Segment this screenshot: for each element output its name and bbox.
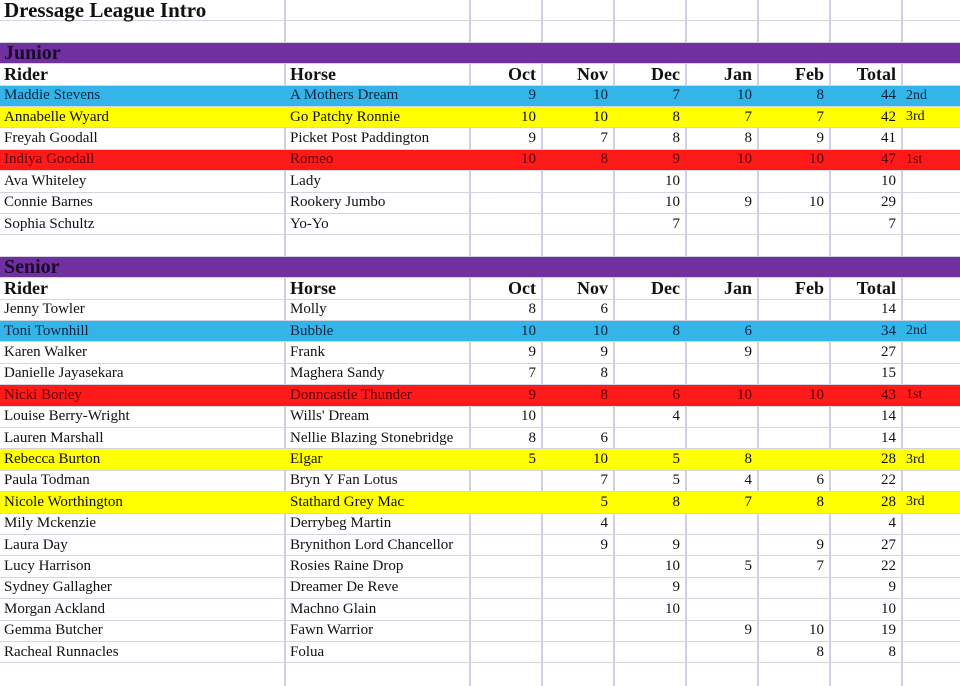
cell-oct[interactable] bbox=[471, 514, 541, 534]
column-header-rider: Rider bbox=[4, 64, 48, 85]
cell-jan[interactable]: 9 bbox=[744, 622, 752, 639]
cell-horse[interactable]: Yo-Yo bbox=[290, 215, 329, 232]
cell-nov[interactable] bbox=[543, 621, 613, 641]
column-header-horse: Horse bbox=[290, 278, 336, 299]
cell-jan[interactable]: 6 bbox=[744, 322, 752, 339]
cell-oct[interactable]: 9 bbox=[528, 344, 536, 361]
cell-dec[interactable]: 9 bbox=[672, 536, 680, 553]
cell-dec[interactable]: 9 bbox=[672, 151, 680, 168]
section-header-senior bbox=[0, 257, 960, 278]
cell-oct[interactable] bbox=[471, 492, 541, 512]
cell-feb[interactable]: 6 bbox=[816, 472, 824, 489]
cell-oct[interactable] bbox=[471, 535, 541, 555]
cell-rank[interactable]: 1st bbox=[906, 151, 923, 167]
cell-oct[interactable] bbox=[471, 214, 541, 234]
cell-oct[interactable]: 10 bbox=[521, 151, 536, 168]
cell-nov[interactable] bbox=[543, 578, 613, 598]
cell-nov[interactable]: 10 bbox=[593, 108, 608, 125]
cell-rank[interactable] bbox=[903, 128, 960, 148]
cell-horse[interactable]: Machno Glain bbox=[290, 600, 377, 617]
cell-rider[interactable]: Annabelle Wyard bbox=[4, 108, 110, 125]
cell-rank[interactable] bbox=[903, 471, 960, 491]
cell-rank[interactable] bbox=[903, 599, 960, 619]
cell-rider[interactable]: Gemma Butcher bbox=[4, 622, 103, 639]
cell-nov[interactable]: 10 bbox=[593, 87, 608, 104]
cell-horse[interactable]: Bubble bbox=[290, 322, 334, 339]
column-header-dec: Dec bbox=[651, 64, 680, 85]
cell-nov[interactable]: 6 bbox=[600, 301, 608, 318]
cell-total[interactable]: 7 bbox=[888, 215, 896, 232]
cell-horse[interactable]: Picket Post Paddington bbox=[290, 130, 430, 147]
cell-total[interactable]: 9 bbox=[888, 579, 896, 596]
cell-total[interactable]: 27 bbox=[881, 536, 896, 553]
cell-nov[interactable]: 4 bbox=[600, 515, 608, 532]
cell-jan[interactable] bbox=[687, 428, 757, 448]
cell-dec[interactable]: 7 bbox=[672, 215, 680, 232]
section-title: Senior bbox=[4, 256, 60, 278]
cell-jan[interactable]: 10 bbox=[737, 87, 752, 104]
cell-jan[interactable]: 10 bbox=[737, 386, 752, 403]
cell-rank[interactable] bbox=[903, 578, 960, 598]
cell-nov[interactable]: 8 bbox=[600, 151, 608, 168]
column-header-nov: Nov bbox=[577, 278, 608, 299]
cell-nov[interactable]: 7 bbox=[600, 130, 608, 147]
cell-oct[interactable] bbox=[471, 556, 541, 576]
cell-jan[interactable] bbox=[687, 599, 757, 619]
cell-horse[interactable]: Bryn Y Fan Lotus bbox=[290, 472, 398, 489]
cell-feb[interactable] bbox=[759, 300, 829, 320]
cell-total[interactable]: 43 bbox=[881, 386, 896, 403]
cell-feb[interactable] bbox=[759, 514, 829, 534]
table-row bbox=[0, 300, 960, 321]
cell-dec[interactable]: 8 bbox=[672, 108, 680, 125]
cell-nov[interactable] bbox=[543, 556, 613, 576]
cell-horse[interactable]: A Mothers Dream bbox=[290, 87, 399, 104]
cell-rank[interactable] bbox=[903, 642, 960, 662]
cell-horse[interactable]: Derrybeg Martin bbox=[290, 515, 392, 532]
cell-feb[interactable] bbox=[759, 321, 829, 341]
cell-nov[interactable]: 10 bbox=[593, 451, 608, 468]
cell-total[interactable]: 14 bbox=[881, 429, 896, 446]
cell-nov[interactable]: 8 bbox=[600, 386, 608, 403]
cell-feb[interactable]: 7 bbox=[816, 558, 824, 575]
cell-oct[interactable]: 10 bbox=[521, 108, 536, 125]
cell-horse[interactable]: Rosies Raine Drop bbox=[290, 558, 404, 575]
cell-rider[interactable]: Indiya Goodall bbox=[4, 151, 95, 168]
table-row bbox=[0, 578, 960, 599]
column-header-feb: Feb bbox=[795, 64, 824, 85]
table-row bbox=[0, 621, 960, 642]
cell-nov[interactable]: 9 bbox=[600, 536, 608, 553]
cell-dec[interactable]: 10 bbox=[665, 558, 680, 575]
cell-total[interactable]: 10 bbox=[881, 172, 896, 189]
table-row bbox=[0, 492, 960, 513]
cell-oct[interactable]: 10 bbox=[521, 408, 536, 425]
cell-oct[interactable] bbox=[471, 171, 541, 191]
cell-rider[interactable]: Karen Walker bbox=[4, 344, 88, 361]
cell-total[interactable]: 14 bbox=[881, 301, 896, 318]
cell-total[interactable]: 10 bbox=[881, 600, 896, 617]
cell-horse[interactable]: Nellie Blazing Stonebridge bbox=[290, 429, 454, 446]
column-header-oct: Oct bbox=[508, 278, 536, 299]
cell-total[interactable]: 15 bbox=[881, 365, 896, 382]
cell-feb[interactable]: 10 bbox=[809, 622, 824, 639]
cell-feb[interactable]: 7 bbox=[816, 108, 824, 125]
cell-oct[interactable] bbox=[471, 193, 541, 213]
cell-dec[interactable] bbox=[615, 428, 685, 448]
cell-nov[interactable] bbox=[543, 642, 613, 662]
cell-horse[interactable]: Maghera Sandy bbox=[290, 365, 385, 382]
cell-dec[interactable]: 7 bbox=[672, 87, 680, 104]
column-header-row bbox=[0, 278, 960, 299]
table-row bbox=[0, 449, 960, 470]
column-header-feb: Feb bbox=[795, 278, 824, 299]
cell-nov[interactable]: 7 bbox=[600, 472, 608, 489]
cell-feb[interactable]: 8 bbox=[816, 643, 824, 660]
cell-jan[interactable]: 9 bbox=[744, 194, 752, 211]
cell-rank[interactable] bbox=[903, 300, 960, 320]
cell-horse[interactable]: Molly bbox=[290, 301, 327, 318]
cell-rank[interactable] bbox=[903, 342, 960, 362]
cell-rider[interactable]: Toni Townhill bbox=[4, 322, 89, 339]
cell-oct[interactable]: 8 bbox=[528, 429, 536, 446]
column-header-row bbox=[0, 64, 960, 85]
cell-horse[interactable]: Folua bbox=[290, 643, 325, 660]
cell-rider[interactable]: Nicki Borley bbox=[4, 386, 82, 403]
cell-rider[interactable]: Ava Whiteley bbox=[4, 172, 87, 189]
table-row bbox=[0, 107, 960, 128]
cell-total[interactable]: 29 bbox=[881, 194, 896, 211]
cell-feb[interactable] bbox=[759, 364, 829, 384]
section-header-junior bbox=[0, 43, 960, 64]
table-row bbox=[0, 86, 960, 107]
cell-rider[interactable]: Maddie Stevens bbox=[4, 87, 101, 104]
cell-oct[interactable] bbox=[471, 599, 541, 619]
cell-nov[interactable] bbox=[543, 193, 613, 213]
cell-jan[interactable]: 4 bbox=[744, 472, 752, 489]
cell-rider[interactable]: Morgan Ackland bbox=[4, 600, 105, 617]
table-row bbox=[0, 407, 960, 428]
cell-jan[interactable]: 8 bbox=[744, 451, 752, 468]
cell-feb[interactable] bbox=[759, 599, 829, 619]
cell-rank[interactable]: 2nd bbox=[906, 87, 927, 103]
column-header-nov: Nov bbox=[577, 64, 608, 85]
cell-rank[interactable] bbox=[903, 556, 960, 576]
cell-feb[interactable] bbox=[759, 214, 829, 234]
cell-total[interactable]: 41 bbox=[881, 130, 896, 147]
cell-feb[interactable] bbox=[759, 428, 829, 448]
cell-horse[interactable]: Go Patchy Ronnie bbox=[290, 108, 400, 125]
cell-nov[interactable]: 8 bbox=[600, 365, 608, 382]
cell-rank[interactable] bbox=[903, 214, 960, 234]
cell-feb[interactable]: 8 bbox=[816, 87, 824, 104]
cell-total[interactable]: 22 bbox=[881, 472, 896, 489]
cell-total[interactable]: 42 bbox=[881, 108, 896, 125]
cell-dec[interactable] bbox=[615, 621, 685, 641]
cell-rank[interactable]: 1st bbox=[906, 387, 923, 403]
table-row bbox=[0, 214, 960, 235]
cell-total[interactable]: 19 bbox=[881, 622, 896, 639]
cell-total[interactable]: 27 bbox=[881, 344, 896, 361]
blank-row bbox=[0, 235, 960, 256]
cell-rider[interactable]: Mily Mckenzie bbox=[4, 515, 97, 532]
cell-horse[interactable]: Donncastle Thunder bbox=[290, 386, 412, 403]
cell-nov[interactable] bbox=[543, 214, 613, 234]
cell-dec[interactable]: 4 bbox=[672, 408, 680, 425]
cell-rider[interactable]: Sophia Schultz bbox=[4, 215, 95, 232]
cell-rank[interactable] bbox=[903, 535, 960, 555]
cell-horse[interactable]: Rookery Jumbo bbox=[290, 194, 386, 211]
cell-nov[interactable] bbox=[543, 407, 613, 427]
cell-dec[interactable]: 5 bbox=[672, 472, 680, 489]
table-row bbox=[0, 428, 960, 449]
cell-total[interactable]: 47 bbox=[881, 151, 896, 168]
cell-feb[interactable] bbox=[759, 342, 829, 362]
cell-jan[interactable] bbox=[687, 535, 757, 555]
cell-horse[interactable]: Wills' Dream bbox=[290, 408, 370, 425]
cell-rank[interactable] bbox=[903, 514, 960, 534]
cell-rank[interactable] bbox=[903, 428, 960, 448]
cell-jan[interactable]: 7 bbox=[744, 108, 752, 125]
title-row bbox=[0, 0, 960, 21]
column-header-rider: Rider bbox=[4, 278, 48, 299]
cell-jan[interactable] bbox=[687, 514, 757, 534]
cell-feb[interactable]: 9 bbox=[816, 536, 824, 553]
cell-rank[interactable] bbox=[903, 407, 960, 427]
cell-rider[interactable]: Jenny Towler bbox=[4, 301, 85, 318]
cell-jan[interactable]: 5 bbox=[744, 558, 752, 575]
cell-horse[interactable]: Elgar bbox=[290, 451, 323, 468]
cell-total[interactable]: 34 bbox=[881, 322, 896, 339]
table-row bbox=[0, 642, 960, 663]
cell-dec[interactable]: 5 bbox=[672, 451, 680, 468]
table-row bbox=[0, 535, 960, 556]
cell-rank[interactable]: 3rd bbox=[906, 451, 925, 467]
cell-oct[interactable] bbox=[471, 578, 541, 598]
sheet-title: Dressage League Intro bbox=[4, 0, 207, 22]
cell-jan[interactable] bbox=[687, 364, 757, 384]
cell-oct[interactable]: 9 bbox=[528, 87, 536, 104]
table-row bbox=[0, 364, 960, 385]
cell-horse[interactable]: Frank bbox=[290, 344, 325, 361]
cell-rider[interactable]: Lucy Harrison bbox=[4, 558, 92, 575]
cell-rank[interactable]: 3rd bbox=[906, 109, 925, 125]
cell-nov[interactable]: 5 bbox=[600, 493, 608, 510]
cell-dec[interactable] bbox=[615, 300, 685, 320]
column-header-dec: Dec bbox=[651, 278, 680, 299]
cell-rider[interactable]: Rebecca Burton bbox=[4, 451, 101, 468]
table-row bbox=[0, 385, 960, 406]
cell-dec[interactable] bbox=[615, 514, 685, 534]
column-header-jan: Jan bbox=[723, 278, 752, 299]
blank-row bbox=[0, 21, 960, 42]
cell-oct[interactable]: 7 bbox=[528, 365, 536, 382]
cell-jan[interactable] bbox=[687, 642, 757, 662]
cell-oct[interactable]: 10 bbox=[521, 322, 536, 339]
table-row bbox=[0, 171, 960, 192]
column-header-oct: Oct bbox=[508, 64, 536, 85]
cell-rider[interactable]: Lauren Marshall bbox=[4, 429, 104, 446]
cell-dec[interactable]: 6 bbox=[672, 386, 680, 403]
cell-nov[interactable]: 9 bbox=[600, 344, 608, 361]
cell-feb[interactable] bbox=[759, 407, 829, 427]
cell-horse[interactable]: Fawn Warrior bbox=[290, 622, 374, 639]
cell-jan[interactable] bbox=[687, 171, 757, 191]
cell-feb[interactable]: 9 bbox=[816, 130, 824, 147]
table-row bbox=[0, 556, 960, 577]
column-header-jan: Jan bbox=[723, 64, 752, 85]
cell-dec[interactable] bbox=[615, 364, 685, 384]
cell-rider[interactable]: Connie Barnes bbox=[4, 194, 93, 211]
cell-horse[interactable]: Romeo bbox=[290, 151, 334, 168]
cell-dec[interactable] bbox=[615, 642, 685, 662]
cell-dec[interactable] bbox=[615, 342, 685, 362]
cell-nov[interactable]: 6 bbox=[600, 429, 608, 446]
cell-rank[interactable]: 3rd bbox=[906, 494, 925, 510]
cell-feb[interactable] bbox=[759, 449, 829, 469]
table-row bbox=[0, 193, 960, 214]
cell-horse[interactable]: Lady bbox=[290, 172, 321, 189]
cell-oct[interactable] bbox=[471, 621, 541, 641]
cell-dec[interactable]: 9 bbox=[672, 579, 680, 596]
cell-total[interactable]: 22 bbox=[881, 558, 896, 575]
cell-nov[interactable] bbox=[543, 171, 613, 191]
cell-horse[interactable]: Brynithon Lord Chancellor bbox=[290, 536, 454, 553]
cell-feb[interactable]: 10 bbox=[809, 386, 824, 403]
cell-rider[interactable]: Paula Todman bbox=[4, 472, 90, 489]
cell-total[interactable]: 14 bbox=[881, 408, 896, 425]
column-header-horse: Horse bbox=[290, 64, 336, 85]
cell-oct[interactable]: 5 bbox=[528, 451, 536, 468]
cell-feb[interactable] bbox=[759, 171, 829, 191]
cell-horse[interactable]: Stathard Grey Mac bbox=[290, 493, 405, 510]
column-header-total: Total bbox=[856, 278, 896, 299]
cell-horse[interactable]: Dreamer De Reve bbox=[290, 579, 399, 596]
cell-total[interactable]: 28 bbox=[881, 451, 896, 468]
cell-jan[interactable] bbox=[687, 214, 757, 234]
section-title: Junior bbox=[4, 42, 61, 64]
table-row bbox=[0, 321, 960, 342]
cell-jan[interactable] bbox=[687, 407, 757, 427]
cell-nov[interactable] bbox=[543, 599, 613, 619]
cell-jan[interactable]: 7 bbox=[744, 493, 752, 510]
table-row bbox=[0, 150, 960, 171]
cell-rider[interactable]: Racheal Runnacles bbox=[4, 643, 119, 660]
table-row bbox=[0, 128, 960, 149]
cell-rank[interactable] bbox=[903, 364, 960, 384]
cell-rider[interactable]: Sydney Gallagher bbox=[4, 579, 112, 596]
cell-oct[interactable]: 9 bbox=[528, 386, 536, 403]
cell-jan[interactable]: 10 bbox=[737, 151, 752, 168]
cell-oct[interactable]: 8 bbox=[528, 301, 536, 318]
cell-rank[interactable] bbox=[903, 193, 960, 213]
table-row bbox=[0, 514, 960, 535]
cell-total[interactable]: 28 bbox=[881, 493, 896, 510]
cell-total[interactable]: 44 bbox=[881, 87, 896, 104]
cell-feb[interactable] bbox=[759, 578, 829, 598]
cell-rider[interactable]: Nicole Worthington bbox=[4, 493, 123, 510]
cell-rank[interactable] bbox=[903, 171, 960, 191]
cell-jan[interactable]: 9 bbox=[744, 344, 752, 361]
cell-jan[interactable] bbox=[687, 578, 757, 598]
cell-dec[interactable]: 8 bbox=[672, 322, 680, 339]
cell-oct[interactable]: 9 bbox=[528, 130, 536, 147]
cell-feb[interactable]: 10 bbox=[809, 194, 824, 211]
cell-total[interactable]: 4 bbox=[888, 515, 896, 532]
cell-jan[interactable] bbox=[687, 300, 757, 320]
cell-feb[interactable]: 8 bbox=[816, 493, 824, 510]
cell-nov[interactable]: 10 bbox=[593, 322, 608, 339]
cell-total[interactable]: 8 bbox=[888, 643, 896, 660]
table-row bbox=[0, 471, 960, 492]
cell-rider[interactable]: Louise Berry-Wright bbox=[4, 408, 130, 425]
cell-rank[interactable]: 2nd bbox=[906, 323, 927, 339]
cell-dec[interactable]: 10 bbox=[665, 600, 680, 617]
table-row bbox=[0, 599, 960, 620]
cell-oct[interactable] bbox=[471, 471, 541, 491]
cell-oct[interactable] bbox=[471, 642, 541, 662]
cell-dec[interactable]: 8 bbox=[672, 130, 680, 147]
cell-rider[interactable]: Laura Day bbox=[4, 536, 68, 553]
cell-rank[interactable] bbox=[903, 621, 960, 641]
column-header-total: Total bbox=[856, 64, 896, 85]
cell-dec[interactable]: 8 bbox=[672, 493, 680, 510]
cell-rider[interactable]: Freyah Goodall bbox=[4, 130, 98, 147]
table-row bbox=[0, 342, 960, 363]
cell-dec[interactable]: 10 bbox=[665, 172, 680, 189]
cell-feb[interactable]: 10 bbox=[809, 151, 824, 168]
cell-rider[interactable]: Danielle Jayasekara bbox=[4, 365, 124, 382]
cell-dec[interactable]: 10 bbox=[665, 194, 680, 211]
cell-jan[interactable]: 8 bbox=[744, 130, 752, 147]
